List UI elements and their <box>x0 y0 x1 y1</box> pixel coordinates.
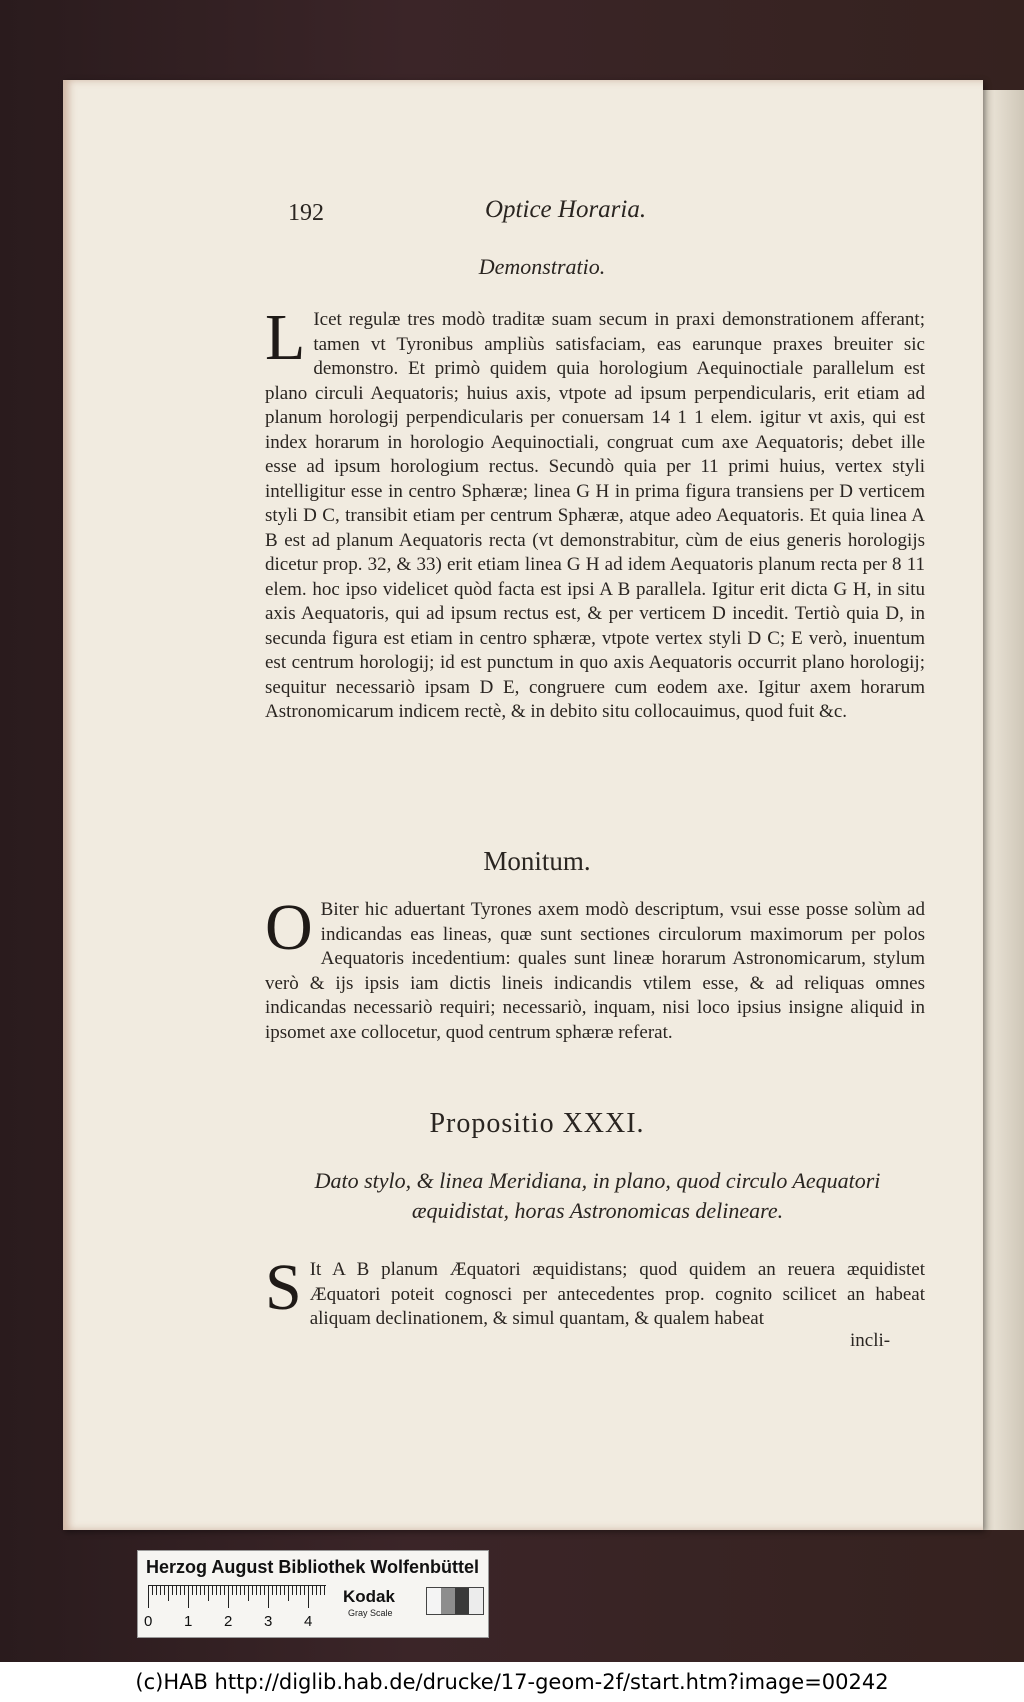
paragraph-text: Icet regulæ tres modò traditæ suam secum in praxi demonstrationem afferant; tamen vt Tyronibus ampliùs satisfaciam, eas earunque praxes breuiter sic demonstro. Et primò quidem quia horologium Aequinoctiale parallelum est plano circuli Aequatoris; huius axis, vtpote ad ipsum perpendicularis, erit etiam ad planum horologij perpendicularis per conuersam 14 1 1 elem. igitur vt axis, qui est index horarum in horologio Aequinoctiali, congruat cum axe Aequatoris; debet ille esse ad ipsum horologium rectus. Secundò quia per 11 primi huius, vertex styli intelligitur esse in centro Sphæræ; linea G H in prima figura transiens per D verticem styli D C, transibit etiam per centrum Sphæræ, atque adeo Aequatoris. Et quia linea A B est ad planum Aequatoris recta (vt demonstrabitur, cùm de eius generis horologijs dicetur prop. 32, & 33) erit etiam linea G H ad idem Aequatoris planum recta per 8 11 elem. hoc ipso videlicet quòd facta est ipsi A B parallela. Igitur erit dicta G H, in situ axis Aequatoris, qui ad ipsum rectus est, & per verticem D incedit. Tertiò quia D, in secunda figura est etiam in centro sphæræ, vtpote vertex styli D C; E verò, inuentum est centrum horologij; id est punctum in quo axis Aequatoris occurrit plano horologij; sequitur necessariò ipsam D E, congruere cum eodem axe. Igitur axem horarum Astronomicarum indicem rectè, & in debito situ collocauimus, quod fuit &c. <box>265 309 925 722</box>
copyright-caption: (c)HAB http://diglib.hab.de/drucke/17-geom-2f/start.htm?image=00242 <box>135 1670 889 1694</box>
ruler-tick <box>208 1586 209 1601</box>
ruler-tick <box>324 1586 325 1595</box>
dropcap-o: O <box>265 891 313 964</box>
ruler-tick <box>160 1586 161 1595</box>
ruler-tick <box>216 1586 217 1595</box>
ruler-tick <box>156 1586 157 1595</box>
ruler-number: 2 <box>224 1613 233 1630</box>
ruler-tick <box>264 1586 265 1595</box>
ruler-tick <box>236 1586 237 1595</box>
ruler-tick <box>244 1586 245 1595</box>
gray-scale-patches <box>426 1587 484 1615</box>
color-reference-card <box>137 1550 489 1638</box>
running-title: Optice Horaria. <box>485 196 647 223</box>
ruler-tick <box>296 1586 297 1595</box>
ruler-tick <box>276 1586 277 1595</box>
ruler-number: 0 <box>144 1613 153 1630</box>
ruler-tick <box>280 1586 281 1595</box>
heading-demonstratio: Demonstratio. <box>478 254 606 279</box>
ruler-tick <box>228 1586 229 1608</box>
ruler-tick <box>164 1586 165 1595</box>
heading-propositio: Propositio XXXI. <box>429 1108 645 1139</box>
ruler-tick <box>192 1586 193 1595</box>
gray-patch <box>441 1588 455 1614</box>
ruler-tick <box>148 1586 149 1608</box>
heading-monitum: Monitum. <box>483 846 591 876</box>
ruler-tick <box>204 1586 205 1595</box>
kodak-logo: Kodak <box>343 1587 395 1606</box>
ruler-tick <box>272 1586 273 1595</box>
ruler-tick <box>184 1586 185 1595</box>
paragraph-demonstratio <box>265 301 925 725</box>
gray-patch <box>469 1588 483 1614</box>
page-number: 192 <box>288 200 324 226</box>
paragraph-proof <box>265 1251 925 1332</box>
ruler-tick <box>312 1586 313 1595</box>
dropcap-l: L <box>265 301 306 374</box>
ruler-tick <box>188 1586 189 1608</box>
ruler-number: 3 <box>264 1613 273 1630</box>
ruler-tick <box>252 1586 253 1595</box>
gray-scale-label: Gray Scale <box>348 1608 393 1618</box>
ruler-scale <box>148 1585 326 1614</box>
ruler-tick <box>176 1586 177 1595</box>
ruler-tick <box>220 1586 221 1595</box>
ruler-tick <box>256 1586 257 1595</box>
caption-bar <box>0 1662 1024 1702</box>
proposition-enunciation: Dato stylo, & linea Meridiana, in plano, quod circulo Aequatori æquidistat, horas Astronomicas delineare. <box>314 1168 881 1223</box>
ruler-tick <box>304 1586 305 1595</box>
ruler-tick <box>196 1586 197 1595</box>
ruler-number: 4 <box>304 1613 313 1630</box>
ruler-tick <box>152 1586 153 1595</box>
ruler-tick <box>268 1586 269 1608</box>
ruler-tick <box>260 1586 261 1595</box>
ruler-tick <box>168 1586 169 1601</box>
ruler-tick <box>316 1586 317 1595</box>
ruler-tick <box>300 1586 301 1595</box>
ruler-number: 1 <box>184 1613 193 1630</box>
dropcap-s: S <box>265 1251 302 1324</box>
ruler-tick <box>284 1586 285 1595</box>
gray-patch <box>455 1588 469 1614</box>
ruler-tick <box>292 1586 293 1595</box>
ruler-tick <box>288 1586 289 1601</box>
ruler-tick <box>320 1586 321 1595</box>
catchword: incli- <box>850 1330 891 1351</box>
ruler-tick <box>248 1586 249 1601</box>
paragraph-text: Biter hic aduertant Tyrones axem modò descriptum, vsui esse posse solùm ad indicandas eas lineas, quæ sunt sectiones circulorum maximorum per polos Aequatoris incedentium: quales sunt lineæ horarum Astronomicarum, stylum verò & ijs ipsis iam dictis lineis indicandis vtilem esse, & ad reliquas omnes indicandas necessariò requiri; necessariò, inquam, nisi loco ipsius insigne aliquid in ipsomet axe collocetur, quod centrum sphæræ referat. <box>265 899 925 1043</box>
paragraph-text: It A B planum Æquatori æquidistans; quod quidem an reuera æquidistet Æquatori poteit cognosci per antecedentes prop. cognito scilicet an habeat aliquam declinationem, & simul quantam, & qualem habeat <box>309 1259 925 1329</box>
ruler-tick <box>308 1586 309 1608</box>
library-label: Herzog August Bibliothek Wolfenbüttel <box>146 1557 479 1577</box>
ruler-tick <box>180 1586 181 1595</box>
gray-patch <box>427 1588 441 1614</box>
ruler-tick <box>172 1586 173 1595</box>
ruler-tick <box>240 1586 241 1595</box>
ruler-tick <box>224 1586 225 1595</box>
paragraph-monitum <box>265 891 925 1045</box>
ruler-tick <box>232 1586 233 1595</box>
ruler-tick <box>212 1586 213 1595</box>
ruler-tick <box>200 1586 201 1595</box>
